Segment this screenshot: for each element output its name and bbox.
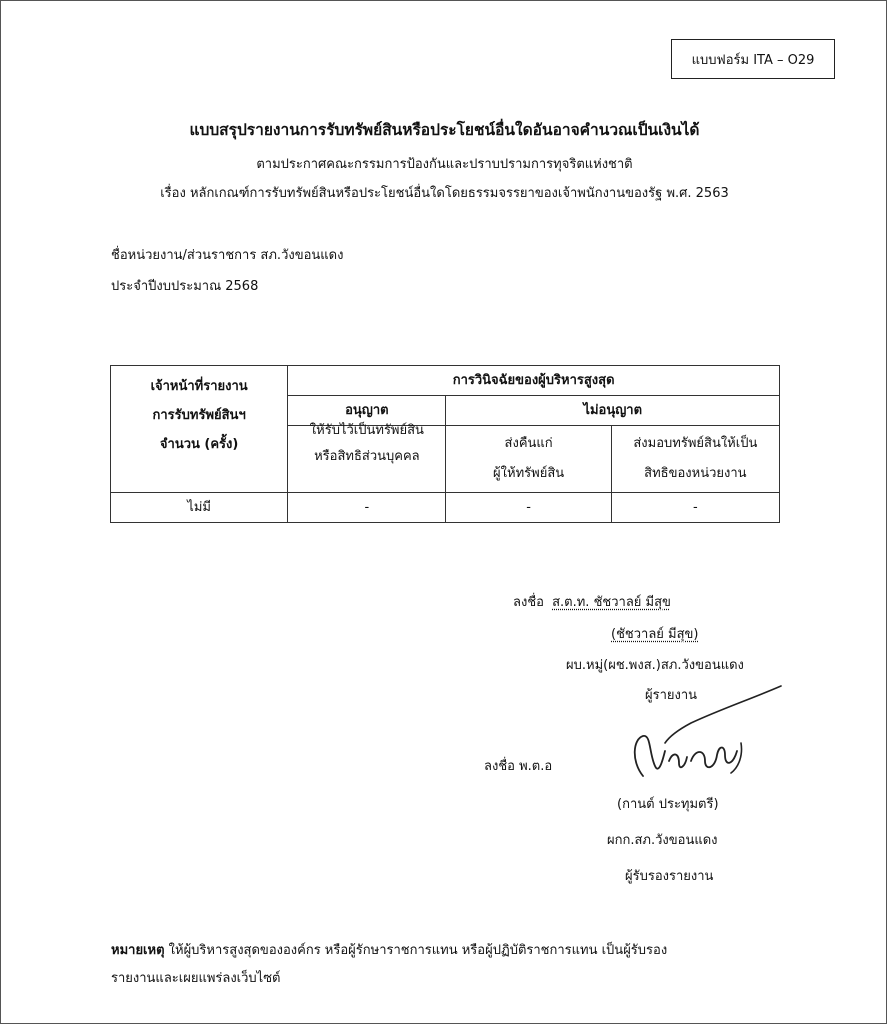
document-subtitle-2: เรื่อง หลักเกณฑ์การรับทรัพย์สินหรือประโยชน์อื่นใดโดยธรรมจรรยาของเจ้าพนักงานของรัฐ พ.ศ. 2563 [160,186,729,201]
header-decision: การวินิจฉัยของผู้บริหารสูงสุด [288,366,780,396]
summary-table [110,365,780,523]
cell-transferred: - [611,493,779,523]
reporter-signature: ส.ต.ท. ชัชวาลย์ มีสุข [552,595,671,610]
approver-role: ผู้รับรองรายงาน [625,869,714,884]
form-code-box [671,39,835,79]
note-line-2: รายงานและเผยแพร่ลงเว็บไซต์ [111,971,281,986]
note-line-1 [111,939,667,960]
header-reporter-count: เจ้าหน้าที่รายงาน การรับทรัพย์สินฯ จำนวน (ครั้ง) [111,366,288,493]
cell-returned: - [446,493,611,523]
approver-sign-label: ลงชื่อ พ.ต.อ [484,759,553,774]
reporter-sign-label: ลงชื่อ [513,595,544,610]
table-row [111,493,780,523]
approver-signature-graphic [621,681,791,791]
header-allowed-desc: ให้รับไว้เป็นทรัพย์สิน หรือสิทธิส่วนบุคคล [288,426,446,493]
reporter-role: ผู้รายงาน [645,688,698,703]
form-code-label: แบบฟอร์ม ITA – O29 [691,52,815,68]
cell-count: ไม่มี [111,493,288,523]
note-label: หมายเหตุ [111,943,165,958]
header-return-desc: ส่งคืนแก่ ผู้ให้ทรัพย์สิน [446,426,611,493]
reporter-name: (ชัชวาลย์ มีสุข) [611,627,699,642]
fiscal-year: ประจำปีงบประมาณ 2568 [111,279,259,294]
document-title: แบบสรุปรายงานการรับทรัพย์สินหรือประโยชน์อื่นใดอันอาจคำนวณเป็นเงินได้ [189,121,700,139]
reporter-sign-line [513,591,671,612]
reporter-position: ผบ.หมู่(ผช.พงส.)สภ.วังขอนแดง [566,658,744,673]
approver-name: (กานต์ ประทุมตรี) [617,797,719,812]
cell-allowed: - [288,493,446,523]
agency-name: ชื่อหน่วยงาน/ส่วนราชการ สภ.วังขอนแดง [111,248,344,263]
header-transfer-desc: ส่งมอบทรัพย์สินให้เป็น สิทธิของหน่วยงาน [611,426,779,493]
note-text-1: ให้ผู้บริหารสูงสุดขององค์กร หรือผู้รักษาราชการแทน หรือผู้ปฏิบัติราชการแทน เป็นผู้รับรอง [164,943,668,958]
document-subtitle-1: ตามประกาศคณะกรรมการป้องกันและปราบปรามการทุจริตแห่งชาติ [256,157,633,172]
header-allowed: อนุญาต [288,396,446,426]
approver-position: ผกก.สภ.วังขอนแดง [607,833,718,848]
header-not-allowed: ไม่อนุญาต [446,396,780,426]
